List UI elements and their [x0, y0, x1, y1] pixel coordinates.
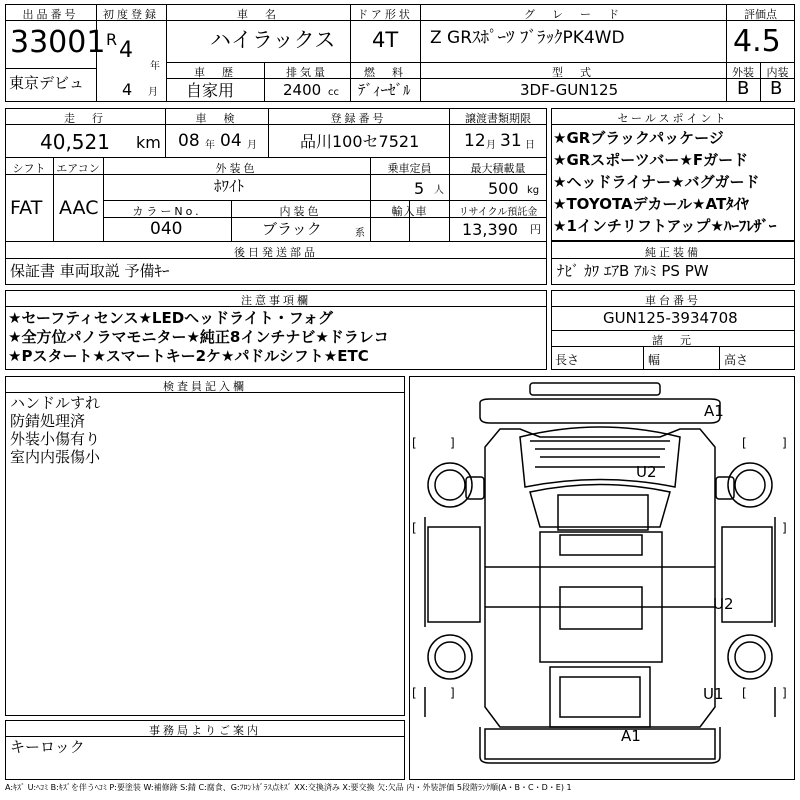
score-label: 評価点: [744, 8, 777, 21]
sales-line: ★ヘッドライナー★バグガード: [553, 173, 760, 191]
exterior-grade: B: [737, 78, 750, 99]
door-type: 4T: [372, 28, 399, 52]
debut-label: 東京デビュ: [9, 74, 85, 92]
colorno-label: カラーNo.: [132, 205, 202, 218]
seats: 5: [414, 179, 425, 198]
equipment: ﾅﾋﾞ ｶﾜ ｴｱB ｱﾙﾐ PS PW: [557, 262, 709, 280]
aircon: AAC: [59, 197, 99, 219]
inspection-year: 08: [178, 131, 200, 151]
shift: FAT: [10, 197, 43, 219]
exterior-label: 外装: [732, 66, 754, 79]
import-label: 輸入車: [391, 205, 428, 218]
damage-mark: A1: [704, 402, 724, 420]
km-unit: km: [136, 133, 161, 152]
svg-text:[: [: [742, 436, 747, 450]
damage-mark: U1: [703, 685, 724, 703]
car-name: ハイラックス: [210, 28, 336, 52]
ac-label: エアコン: [56, 162, 100, 175]
later-parts: 保証書 車両取説 予備ｷｰ: [10, 262, 170, 280]
length-label: 長さ: [555, 353, 580, 367]
lot-number: 33001: [10, 25, 106, 60]
displacement: 2400: [283, 81, 322, 99]
history: 自家用: [186, 81, 235, 100]
load-label: 最大積載量: [470, 162, 526, 175]
color-label: 外装色: [215, 162, 258, 175]
transfer-month: 12: [464, 131, 486, 151]
damage-mark: U2: [636, 463, 657, 481]
lot-label: 出品番号: [22, 8, 79, 21]
seats-unit: 人: [434, 185, 444, 196]
inspector-line: 防錆処理済: [10, 412, 86, 430]
history-label: 車 歴: [194, 66, 236, 79]
year-unit: 年: [150, 61, 160, 72]
svg-text:]: ]: [450, 436, 455, 450]
car-outline: [410, 377, 794, 779]
height-label: 高さ: [724, 353, 749, 367]
notes-label: 注意事項欄: [241, 294, 311, 307]
displacement-label: 排気量: [286, 66, 328, 79]
svg-text:[: [: [412, 521, 417, 535]
svg-text:[: [: [412, 686, 417, 700]
fuel-label: 燃 料: [364, 66, 406, 79]
reg-year: 4: [119, 38, 133, 63]
score: 4.5: [733, 24, 781, 59]
damage-mark: U2: [713, 595, 734, 613]
recycle-label: リサイクル預託金: [458, 207, 538, 218]
shift-label: シフト: [12, 162, 46, 175]
cc-unit: cc: [328, 87, 339, 98]
max-load: 500: [488, 179, 519, 198]
model-code: 3DF-GUN125: [520, 81, 619, 99]
sales-line: ★GRブラックパッケージ: [553, 129, 724, 147]
plate-number: 品川100セ7521: [300, 132, 420, 151]
door-label: ドア形状: [357, 8, 413, 21]
sales-line: ★GRスポーツバー★Fガード: [553, 151, 749, 169]
mileage-label: 走 行: [64, 112, 106, 125]
yen-unit: 円: [530, 223, 541, 236]
inspector-line: 室内内張傷小: [10, 448, 101, 466]
grade-label: グ レ ー ド: [524, 8, 622, 21]
reg-month: 4: [122, 80, 133, 99]
era: R: [106, 30, 118, 49]
mileage: 40,521: [40, 130, 110, 154]
seats-label: 乗車定員: [387, 162, 432, 175]
notes-line: ★セーフティセンス★LEDヘッドライト・フォグ: [8, 309, 333, 327]
model-label: 型 式: [552, 66, 594, 79]
first-reg-label: 初度登録: [103, 8, 159, 21]
sales-line: ★1インチリフトアップ★ﾊｰﾌﾚｻﾞｰ: [553, 217, 777, 235]
transfer-day-unit: 日: [525, 140, 535, 151]
kg-unit: kg: [527, 185, 540, 196]
damage-mark: A1: [621, 727, 641, 745]
inspector-line: ハンドルすれ: [10, 394, 101, 412]
notes-line: ★全方位パノラマモニター★純正8インチナビ★ドラレコ: [8, 328, 389, 346]
color-number: 040: [150, 219, 183, 239]
kei: 系: [355, 228, 365, 239]
int-color: ブラック: [262, 220, 322, 238]
svg-text:]: ]: [782, 436, 787, 450]
inspection-label: 車 検: [195, 112, 238, 125]
svg-text:[: [: [412, 436, 417, 450]
chassis-label: 車台番号: [645, 294, 701, 307]
fuel: ﾃﾞｨｰｾﾞﾙ: [358, 81, 411, 99]
name-label: 車 名: [237, 8, 279, 21]
svg-text:]: ]: [450, 686, 455, 700]
inspector-label: 検査員記入欄: [163, 380, 247, 393]
plate-label: 登録番号: [330, 112, 387, 125]
svg-text:[: [: [742, 686, 747, 700]
notes-line: ★Pスタート★スマートキー2ケ★パドルシフト★ETC: [8, 347, 369, 365]
recycle-fee: 13,390: [462, 220, 518, 239]
interior-grade: B: [770, 78, 783, 99]
transfer-label: 譲渡書類期限: [465, 112, 531, 125]
damage-diagram: [409, 376, 795, 780]
month-unit: 月: [148, 87, 158, 98]
transfer-month-unit: 月: [486, 140, 496, 151]
inspection-month-unit: 月: [247, 140, 257, 151]
office-label: 事務局よりご案内: [149, 724, 261, 737]
inspection-month: 04: [220, 131, 242, 151]
svg-text:]: ]: [782, 521, 787, 535]
sales-label: セールスポイント: [617, 112, 729, 125]
later-parts-label: 後日発送部品: [234, 246, 318, 259]
inspection-year-unit: 年: [205, 140, 215, 151]
sales-line: ★TOYOTAデカール★ATﾀｲﾔ: [553, 195, 749, 213]
legend: A:ｷｽﾞ U:ﾍｺﾐ B:ｷｽﾞを伴うﾍｺﾐ P:要塗装 W:補修跡 S:錆 C:腐食、G:ﾌﾛﾝﾄｶﾞﾗｽ点ｷｽﾞ XX:交換済み X:要交換 欠:欠品 内・外装評価 5段階ﾗﾝｸ順(A・B・C・D・E) 1: [5, 783, 572, 792]
width-label: 幅: [648, 353, 661, 367]
svg-text:]: ]: [782, 686, 787, 700]
body-color: ﾎﾜｲﾄ: [214, 177, 245, 195]
chassis-number: GUN125-3934708: [603, 309, 738, 327]
office-note: キーロック: [10, 738, 85, 756]
grade: Z GRｽﾎﾟｰﾂ ﾌﾞﾗｯｸPK4WD: [430, 28, 625, 48]
dims-label: 諸 元: [652, 334, 694, 347]
equipment-label: 純正装備: [645, 246, 701, 259]
inspector-line: 外装小傷有り: [10, 430, 101, 448]
int-color-label: 内装色: [279, 205, 322, 218]
interior-label: 内装: [766, 66, 789, 79]
transfer-day: 31: [500, 131, 522, 151]
